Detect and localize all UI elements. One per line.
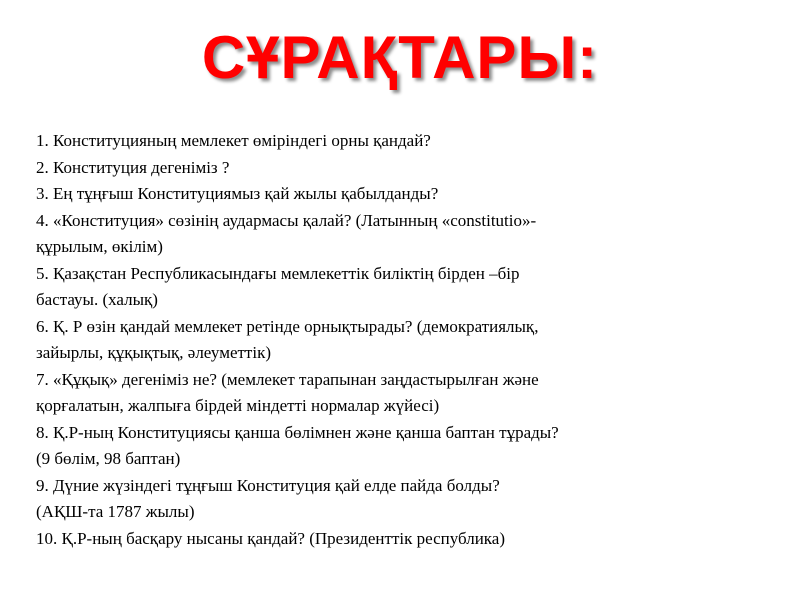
slide-title: СҰРАҚТАРЫ:	[201, 24, 599, 91]
text-line: 5. Қазақстан Республикасындағы мемлекеттік биліктің бірден –бір	[36, 263, 520, 283]
text-line: (9 бөлім, 98 баптан)	[36, 449, 181, 468]
text-line: 3. Ең тұңғыш Конституциямыз қай жылы қабылданды?	[36, 184, 439, 203]
text-line: зайырлы, құқықтық, әлеуметтік)	[36, 343, 272, 362]
text-line: 10. Қ.Р-ның басқару нысаны қандай? (Президенттік республика)	[36, 528, 506, 548]
text-line: қорғалатын, жалпыға бірдей міндетті нормалар жүйесі)	[36, 396, 440, 415]
text-line: 2. Конституция дегеніміз ?	[36, 157, 230, 177]
text-line: 4. «Конституция» сөзінің аудармасы қалай? (Латынның «constitutio»-	[36, 210, 537, 230]
text-line: 9. Дүние жүзіндегі тұңғыш Конституция қай елде пайда болды?	[36, 475, 500, 495]
text-line: 1. Конституцияның мемлекет өміріндегі орны қандай?	[36, 131, 431, 150]
text-line: құрылым, өкілім)	[36, 237, 163, 256]
text-line: 8. Қ.Р-ның Конституциясы қанша бөлімнен және қанша баптан тұрады?	[36, 422, 559, 442]
text-line: (АҚШ-та 1787 жылы)	[36, 502, 195, 521]
text-line: бастауы. (халық)	[36, 290, 158, 309]
text-line: 6. Қ. Р өзін қандай мемлекет ретінде орнықтырады? (демократиялық,	[36, 316, 539, 336]
question-list	[36, 128, 766, 552]
text-line: 7. «Құқық» дегеніміз не? (мемлекет тарапынан заңдастырылған және	[36, 369, 539, 389]
